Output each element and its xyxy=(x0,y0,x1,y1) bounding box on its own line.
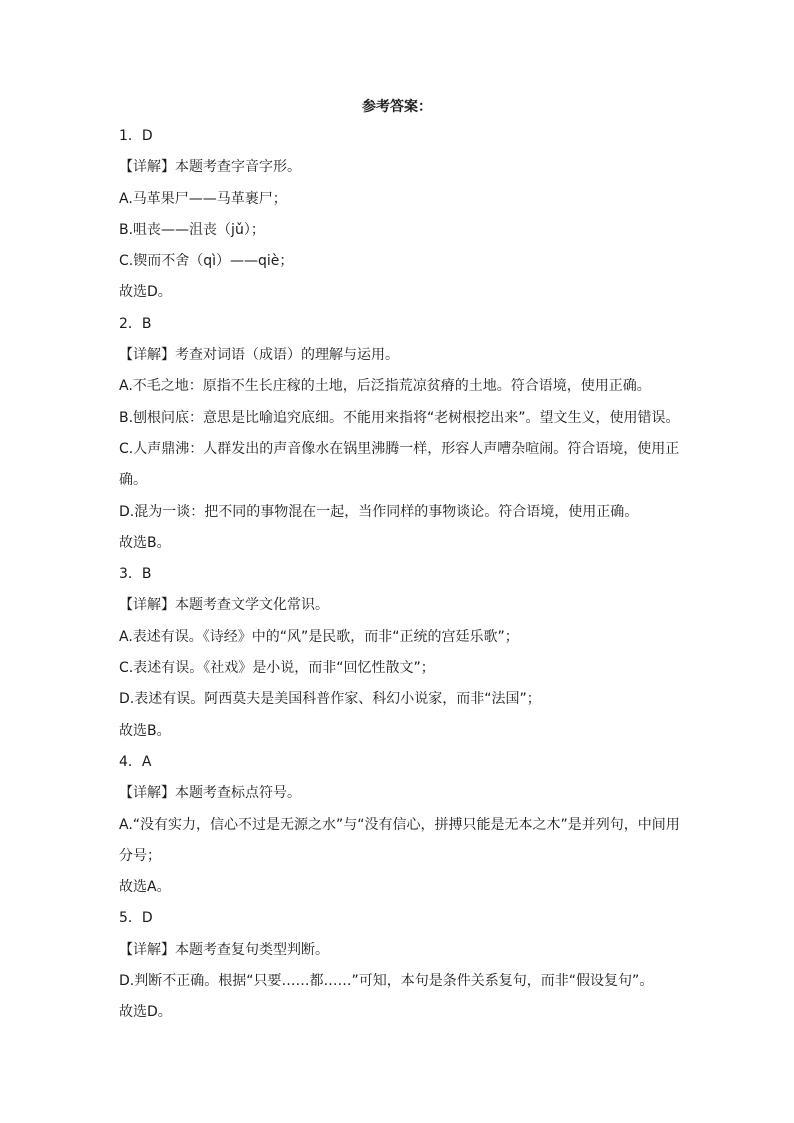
conclusion-line: 故选B。 xyxy=(119,534,171,551)
option-line: B.刨根问底：意思是比喻追究底细。不能用来指将“老树根挖出来”。望文生义，使用错误。 xyxy=(119,409,680,426)
option-line: D.判断不正确。根据“只要……都……”可知，本句是条件关系复句，而非“假设复句”。 xyxy=(119,973,654,990)
option-line: C.人声鼎沸：人群发出的声音像水在锅里沸腾一样，形容人声嘈杂喧闹。符合语境，使用正 xyxy=(119,440,680,457)
answer-number: 1．D xyxy=(119,128,153,144)
answer-number: 4．A xyxy=(119,753,152,770)
option-line: A.“没有实力，信心不过是无源之水”与“没有信心，拼搏只能是无本之木”是并列句，中间用 xyxy=(119,816,680,833)
option-line: C.表述有误。《社戏》是小说，而非“回忆性散文”； xyxy=(119,660,435,677)
option-line: A.不毛之地：原指不生长庄稼的土地，后泛指荒凉贫瘠的土地。符合语境，使用正确。 xyxy=(119,378,651,395)
explanation-line: 【详解】本题考查标点符号。 xyxy=(119,785,301,802)
answer-content xyxy=(119,121,679,1029)
explanation-line: 【详解】本题考查字音字形。 xyxy=(119,159,301,176)
explanation-line: 【详解】本题考查复句类型判断。 xyxy=(119,941,329,958)
answer-number: 2．B xyxy=(119,315,152,332)
conclusion-line: 故选B。 xyxy=(119,722,171,739)
option-line: A.表述有误。《诗经》中的“风”是民歌，而非“正统的宫廷乐歌”； xyxy=(119,628,519,645)
conclusion-line: 故选A。 xyxy=(119,879,171,896)
conclusion-line: 故选D。 xyxy=(119,284,172,301)
conclusion-line: 故选D。 xyxy=(119,1004,172,1021)
option-line-continued: 分号； xyxy=(119,847,161,864)
option-line: A.马革果尸——马革裹尸； xyxy=(119,190,287,207)
answer-key-title: 参考答案： xyxy=(362,99,432,115)
option-line: B.咀丧——沮丧（jǔ）； xyxy=(119,221,265,238)
explanation-line: 【详解】本题考查文学文化常识。 xyxy=(119,597,329,614)
explanation-line: 【详解】考查对词语（成语）的理解与运用。 xyxy=(119,347,399,364)
answer-number: 3．B xyxy=(119,566,152,583)
option-line-continued: 确。 xyxy=(119,472,147,489)
answer-number: 5．D xyxy=(119,910,153,927)
option-line: C.锲而不舍（qì）——qiè； xyxy=(119,253,294,270)
option-line: D.混为一谈：把不同的事物混在一起，当作同样的事物谈论。符合语境，使用正确。 xyxy=(119,503,639,520)
option-line: D.表述有误。阿西莫夫是美国科普作家、科幻小说家，而非“法国”； xyxy=(119,691,541,708)
